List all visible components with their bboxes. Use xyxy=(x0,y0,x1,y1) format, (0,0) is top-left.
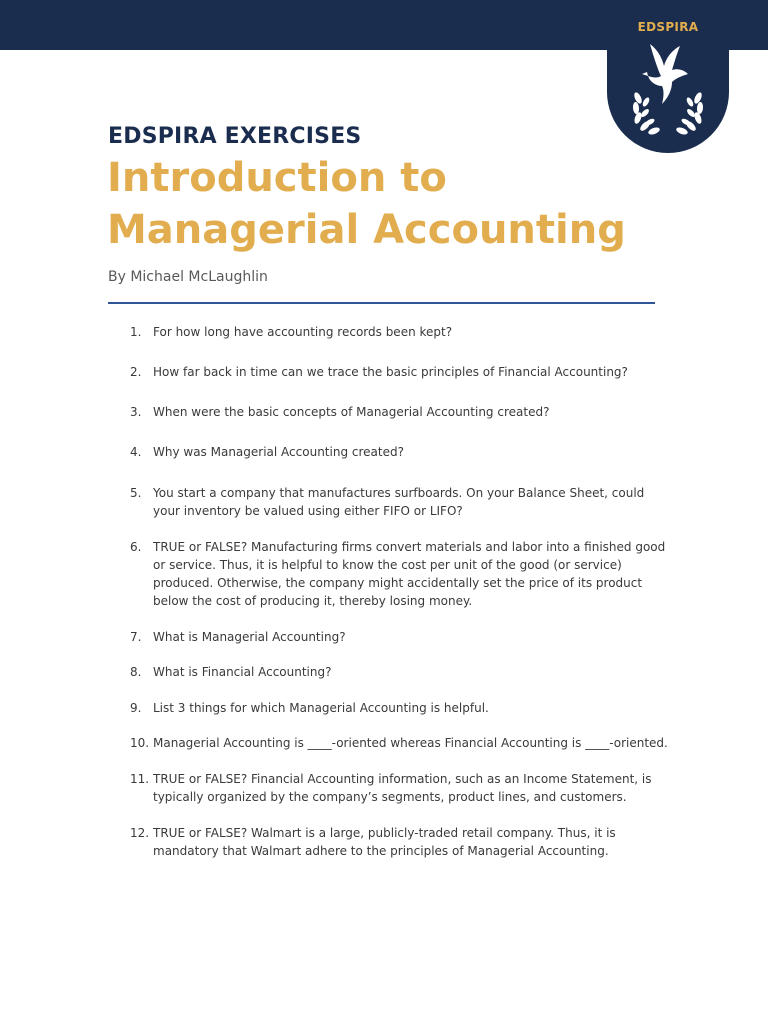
question-item xyxy=(130,484,670,520)
question-number: 7. xyxy=(130,630,142,644)
question-text: List 3 things for which Managerial Accounting is helpful. xyxy=(153,701,489,715)
doc-kicker: EDSPIRA EXERCISES xyxy=(108,124,362,149)
dove-laurel-icon xyxy=(628,36,708,136)
question-item xyxy=(130,770,670,806)
question-number: 12. xyxy=(130,826,150,840)
question-number: 2. xyxy=(130,365,142,379)
question-item xyxy=(130,663,670,681)
question-number: 3. xyxy=(130,405,142,419)
brand-shield xyxy=(607,0,729,153)
brand-name: EDSPIRA xyxy=(637,20,699,34)
question-text: TRUE or FALSE? Walmart is a large, publicly-traded retail company. Thus, it is mandatory that Walmart adhere to the principles of Managerial Accounting. xyxy=(153,826,616,858)
question-number: 11. xyxy=(130,772,150,786)
question-number: 4. xyxy=(130,445,142,459)
question-text: TRUE or FALSE? Financial Accounting information, such as an Income Statement, is typically organized by the company’s segments, product lines, and customers. xyxy=(153,772,652,804)
question-text: Why was Managerial Accounting created? xyxy=(153,445,404,459)
question-item xyxy=(130,443,670,461)
question-item xyxy=(130,699,670,717)
question-number: 6. xyxy=(130,540,142,554)
question-number: 9. xyxy=(130,701,142,715)
question-number: 1. xyxy=(130,325,142,339)
question-item xyxy=(130,403,670,421)
question-item xyxy=(130,323,670,341)
question-item xyxy=(130,363,670,381)
question-text: TRUE or FALSE? Manufacturing firms convert materials and labor into a finished good or service. Thus, it is helpful to know the cost per unit of the good (or service) produced. Otherwise, the company might accidentally set the price of its product below the cost of producing it, thereby losing money. xyxy=(153,540,666,608)
question-number: 5. xyxy=(130,486,142,500)
question-text: You start a company that manufactures surfboards. On your Balance Sheet, could your inventory be valued using either FIFO or LIFO? xyxy=(153,486,645,518)
question-number: 10. xyxy=(130,736,150,750)
question-item xyxy=(130,538,670,610)
question-text: How far back in time can we trace the basic principles of Financial Accounting? xyxy=(153,365,628,379)
divider-rule xyxy=(108,302,655,304)
doc-author: By Michael McLaughlin xyxy=(108,269,268,285)
question-number: 8. xyxy=(130,665,142,679)
question-text: For how long have accounting records been kept? xyxy=(153,325,453,339)
question-item xyxy=(130,824,670,860)
question-text: What is Financial Accounting? xyxy=(153,665,332,679)
question-item xyxy=(130,628,670,646)
question-item xyxy=(130,734,670,752)
doc-title: Introduction to Managerial Accounting xyxy=(107,155,626,253)
question-text: Managerial Accounting is ____-oriented whereas Financial Accounting is ____-oriented. xyxy=(153,736,668,750)
question-text: What is Managerial Accounting? xyxy=(153,630,346,644)
question-text: When were the basic concepts of Managerial Accounting created? xyxy=(153,405,550,419)
